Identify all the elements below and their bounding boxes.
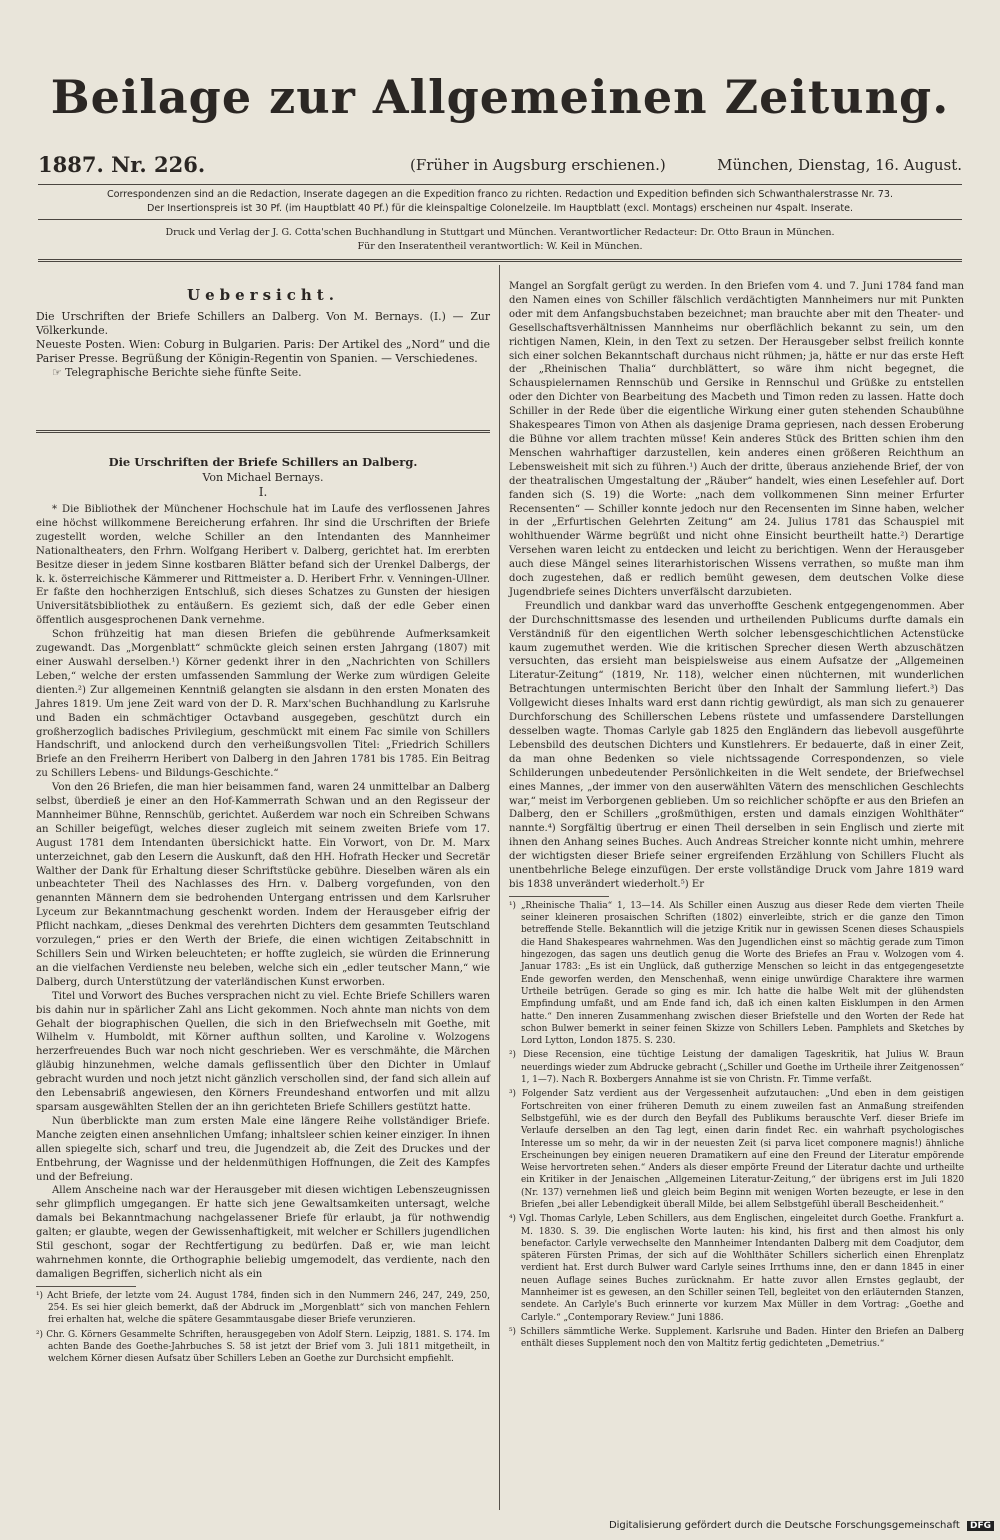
publisher-line-2: Für den Inseratentheil verantwortlich: W. Keil in München. bbox=[357, 241, 643, 252]
overview-line: ☞ Telegraphische Berichte siehe fünfte Seite. bbox=[52, 366, 302, 379]
column-divider bbox=[499, 265, 500, 1510]
notice-line-2: Der Insertionspreis ist 30 Pf. (im Hauptblatt 40 Pf.) für die kleinspaltige Colonelzeile. Im Hauptblatt (excl. Montags) erscheinen nur 4spalt. Inserate. bbox=[146, 203, 854, 214]
overview-line: Die Urschriften der Briefe Schillers an Dalberg. Von M. Bernays. (I.) — Zur Völkerkunde. bbox=[36, 310, 490, 337]
notice-line-1: Correspondenzen sind an die Redaction, Inserate dagegen an die Expedition franco zu richten. Redaction und Expedition befinden sich Schwanthalerstrasse Nr. 73. bbox=[106, 189, 894, 200]
footnote: ³) Folgender Satz verdient aus der Vergessenheit aufzutauchen: „Und eben in dem geistigen Fortschreiten von einer früheren Demuth zu einem zuweilen fast an Anmaßung streifenden Selbstgefühl, wie es der durch den Beyfall des Publikums berauschte Verf. dieser Briefe im Verlaufe derselben an den Tag legt, einen darin findet Rec. ein wahrhaft psychologisches Interesse um so mehr, da wir in der neuesten Zeit (si parva licet componere magnis!) ähnliche Erscheinungen bey einigen neueren Dramatikern auf eine den Freund der Literatur empörende Weise hervortreten sehen.“ Anders als dieser empörte Freund der Literatur dachte und urtheilte ein Kritiker in der Jenaischen „Allgemeinen Literatur-Zeitung,“ der übrigens erst im Juli 1820 (Nr. 137) vernehmen ließ und gleich beim Beginn mit wenigen Worten bezeugte, er lese in den Briefen „bei aller Lebendigkeit überall Milde, bei allem Selbstgefühl überall Bescheidenheit.“ bbox=[509, 1089, 964, 1210]
footnote: ¹) „Rheinische Thalia“ 1, 13—14. Als Schiller einen Auszug aus dieser Rede dem vierten Theile seiner kleineren prosaischen Schriften (1802) einverleibte, strich er die ganze den Timon betreffende Stelle. Bekanntlich will die jetzige Kritik nur in gewissen Scenen dieses Schauspiels die Hand Shakespeares wahrnehmen. Was den Jugendlichen einst so mächtig gerade zum Timon hingezogen, das sagen uns deutlich genug die Worte des Briefes an Frau v. Wolzogen vom 4. Januar 1783: „Es ist ein Unglück, daß gutherzige Menschen so leicht in das entgegengesetzte Ende geworfen werden, den Menschenhaß, wenn einige unwürdige Charaktere ihre warmen Urtheile betrügen. Gerade so ging es mir. Ich hatte die halbe Welt mit der glühendsten Empfindung umfaßt, und am Ende fand ich, daß ich einen kalten Eisklumpen in den Armen hatte.“ Den inneren Zusammenhang zwischen dieser Briefstelle und den Worten der Rede hat schon Bulwer bemerkt in seiner feinen Skizze von Schillers Leben. Pamphlets and Sketches by Lord Lytton, London 1875. S. 230. bbox=[509, 900, 964, 1047]
section-rule bbox=[36, 430, 490, 433]
article-paragraph: Von den 26 Briefen, die man hier beisammen fand, waren 24 unmittelbar an Dalberg selbst, überdieß je einer an den Hof-Kammerrath Schwan und an den Regisseur der Mannheimer Bühne, Rennschüb, gerichtet. Außerdem war noch ein Schreiben Schwans an Schiller beigefügt, welches dieser zugleich mit seinem zweiten Briefe vom 17. August 1781 dem Intendanten übersichickt hatte. Ein Vorwort, von Dr. M. Marx unterzeichnet, gab den Lesern die Auskunft, daß den HH. Hofrath Hecker und Secretär Walther der Dank für Erhaltung dieser Schriftstücke gebühre. Dieselben wären als ein unbeachteter Theil des Nachlasses des Hrn. v. Dalberg vorgefunden, von den genannten Männern dem sie bedrohenden Untergang entrissen und dem Karlsruher Lyceum zur Bekanntmachung geschenkt worden. Indem der Herausgeber eifrig der Pflicht nachkam, „dieses Denkmal des verehrten Dichters dem gesammten Teutschland vorzulegen,“ pries er den Werth der Briefe, die einen wichtigen Zeitabschnitt in Schillers Sein und Wirken beleuchteten; er hoffte zugleich, sie würden die Erinnerung an die vielfachen Verdienste neu beleben, welche sich ein „edler teutscher Mann,“ wie Dalberg, durch Unterstützung der vaterländischen Kunst erworben. bbox=[36, 782, 490, 988]
publisher-line-1: Druck und Verlag der J. G. Cotta'schen Buchhandlung in Stuttgart und München. Verantwortlicher Redacteur: Dr. Otto Braun in München. bbox=[165, 227, 835, 238]
article-paragraph: Mangel an Sorgfalt gerügt zu werden. In den Briefen vom 4. und 7. Juni 1784 fand man den Namen eines von Schiller fälschlich verdächtigten Mannheimers nur mit Punkten oder mit dem Anfangsbuchstaben bezeichnet; man brauchte aber mit den Theater- und Gesellschaftsverhältnissen Mannheims nur oberflächlich bekannt zu sein, um den richtigen Namen, Klein, in den Text zu setzen. Der Herausgeber selbst freilich konnte sich einer solchen Bekanntschaft durchaus nicht rühmen; ja, hätte er nur das erste Heft der „Rheinischen Thalia“ durchblättert, so wäre ihm nicht begegnet, die Schauspielernamen Rennschüb und Gersike in Rennschul und Grüßke zu entstellen oder den Dichter von Bearbeitung des Macbeth und Timon reden zu lassen. Hatte doch Schiller in der Rede über die eigentliche Wirkung einer guten stehenden Schaubühne Shakespeares Timon von Athen als dasjenige Drama gepriesen, nach dessen Eroberung die Bühne vor allem trachten müsse! Kein anderes Stück des Britten schien ihm den Menschen wahrhaftiger darzustellen, kein anderes einen größeren Reichthum an Lebensweisheit mit sich zu führen.¹) Auch der dritte, überaus anziehende Brief, der von der theatralischen Umgestaltung der „Räuber“ handelt, wies einen Lesefehler auf. Dort fanden sich (S. 19) die Worte: „nach dem vollkommenen Sinn meiner Erfurter Recensenten“ — Schiller konnte jedoch nur den Recensenten im Sinne haben, welcher in der „Erfurtischen Gelehrten Zeitung“ am 24. Julius 1781 das Schauspiel mit wohlthuender Wärme begrüßt und nicht ohne Einsicht beurtheilt hatte.²) Derartige Versehen waren leicht zu entdecken und leicht zu berichtigen. Wenn der Herausgeber auch diese Mängel seines literarhistorischen Wissens verrathen, so mußte man ihm doch zugestehen, daß er redlich bemüht gewesen, dem deutschen Volke diese Jugendbriefe seines Dichters unverfälscht darzubieten. bbox=[509, 281, 964, 598]
masthead-bottom-rule bbox=[38, 259, 962, 262]
article-paragraph: Nun überblickte man zum ersten Male eine längere Reihe vollständiger Briefe. Manche zeigten einen ansehnlichen Umfang; inhaltsleer schien keiner einziger. In ihnen allen spiegelte sich, scharf und treu, die Jugendzeit ab, die Zeit des Druckes und der Entbehrung, der Wagnisse und der heldenmüthigen Hoffnungen, die Zeit des Kampfes und der Befreiung. bbox=[36, 1115, 490, 1183]
article-paragraph: Allem Anscheine nach war der Herausgeber mit diesen wichtigen Lebenszeugnissen sehr glimpflich umgegangen. Er hatte sich jene Gewaltsamkeiten untersagt, welche damals bei Bekanntmachung nachgelassener Briefe für erlaubt, ja für nothwendig galten; er glaubte, wegen der Gewissenhaftigkeit, mit welcher er Schillers jugendlichen Stil geschont, sogar der Rechtfertigung zu bedürfen. Daß er, wie man leicht wahrnehmen konnte, die Orthographie beliebig umgemodelt, das verdiente, nach den damaligen Begriffen, sicherlich nicht als ein bbox=[36, 1185, 490, 1280]
issue-number: 1887. Nr. 226. bbox=[38, 152, 206, 177]
dfg-logo: DFG bbox=[967, 1521, 994, 1531]
issue-formerly: (Früher in Augsburg erschienen.) bbox=[410, 156, 666, 174]
footnote: ²) Diese Recension, eine tüchtige Leistung der damaligen Tageskritik, hat Julius W. Braun neuerdings wieder zum Abdrucke gebracht („Schiller und Goethe im Urtheile ihrer Zeitgenossen“ 1, 1—7). Nach R. Boxbergers Annahme ist sie von Christn. Fr. Timme verfaßt. bbox=[509, 1050, 964, 1086]
digitization-footer bbox=[609, 1520, 994, 1531]
right-column bbox=[509, 280, 964, 1353]
article-paragraph: * Die Bibliothek der Münchener Hochschule hat im Laufe des verflossenen Jahres eine höchst willkommene Bereicherung erfahren. Ihr sind die Urschriften der Briefe zugestellt worden, welche Schiller an den Intendanten des Mannheimer Nationaltheaters, den Frhrn. Wolfgang Heribert v. Dalberg, gerichtet hat. Im ererbten Besitze dieser in jedem Sinne kostbaren Blätter befand sich der Urenkel Dalbergs, der k. k. österreichische Kämmerer und Rittmeister a. D. Heribert Frhr. v. Venningen-Ullner. Er faßte den hochherzigen Entschluß, sich dieses Schatzes zu Gunsten der hiesigen Universitätsbibliothek zu entäußern. Es geziemt sich, daß der edle Geber einen öffentlich ausgesprochenen Dank vernehme. bbox=[36, 504, 490, 627]
issue-date: München, Dienstag, 16. August. bbox=[717, 156, 962, 174]
overview-title: Uebersicht. bbox=[187, 286, 339, 304]
left-column bbox=[36, 280, 490, 1368]
article-paragraph: Titel und Vorwort des Buches versprachen nicht zu viel. Echte Briefe Schillers waren bis dahin nur in spärlicher Zahl ans Licht gekommen. Noch ahnte man nichts von dem Gehalt der biographischen Quellen, die sich in den Briefwechseln mit Goethe, mit Wilhelm v. Humboldt, mit Körner aufthun sollten, und Karoline v. Wolzogens herzerfreuendes Buch war noch nicht geschrieben. Wer es verschmähte, die Märchen gläubig hinzunehmen, welche damals geflissentlich über den Dichter in Umlauf gebracht wurden und noch jetzt nicht gänzlich verschollen sind, der fand sich allein auf den Lebensabriß angewiesen, den Körners Freundeshand entworfen und mit allzu sparsam ausgewählten Stellen der an ihn gerichteten Briefe Schillers gestützt hatte. bbox=[36, 990, 490, 1113]
footnote-rule bbox=[509, 896, 609, 897]
article-paragraph: Freundlich und dankbar ward das unverhoffte Geschenk entgegengenommen. Aber der Durchschnittsmasse des lesenden und urtheilenden Publicums durfte damals ein Verständniß für den eigentlichen Werth solcher lebensgeschichtlichen Actenstücke kaum zugemuthet werden. Wie die kritischen Sprecher diesen Werth abzuschätzen versuchten, das ersieht man beispielsweise aus einem Aufsatze der „Allgemeinen Literatur-Zeitung“ (1819, Nr. 118), welcher einen nüchternen, mit wunderlichen Betrachtungen untermischten Bericht über den Inhalt der Sammlung liefert.³) Das Vollgewicht dieses Inhalts ward erst dann richtig gewürdigt, als man sich zu genauerer Durchforschung des Schillerschen Lebens rüstete und umfassendere Darstellungen desselben wagte. Thomas Carlyle gab 1825 den Engländern das liebevoll ausgeführte Lebensbild des deutschen Dichters und Kunstlehrers. Er bedauerte, daß in einer Zeit, da man ohne Bedenken so viele nichtssagende Correspondenzen, so viele Schilderungen unbedeutender Persönlichkeiten in die Welt sendete, der Briefwechsel eines Mannes, „der immer von den auserwählten Vätern des menschlichen Geschlechts war,“ meist im Verborgenen geblieben. Um so reichlicher schöpfte er aus den Briefen an Dalberg, den er Schillers „großmüthigen, ersten und damals einzigen Wohlthäter“ nannte.⁴) Sorgfältig übertrug er einen Theil derselben in sein Englisch und zierte mit ihnen den Anhang seines Buches. Auch Andreas Streicher konnte nicht umhin, mehrere der wichtigsten dieser Briefe seiner ergreifenden Erzählung von Schillers Flucht als unentbehrliche Belege einzufügen. Der erste vollständige Druck vom Jahre 1819 ward bis 1838 unverändert wiederholt.⁵) Er bbox=[509, 600, 964, 890]
article-paragraph: Schon frühzeitig hat man diesen Briefen die gebührende Aufmerksamkeit zugewandt. Das „Morgenblatt“ schmückte gleich seinen ersten Jahrgang (1807) mit einer Auswahl derselben.¹) Körner gedenkt ihrer in den „Nachrichten von Schillers Leben,“ welche der ersten umfassenden Sammlung der Werke zum würdigen Geleite dienten.²) Zur allgemeinen Kenntniß gelangten sie alsdann in den ersten Monaten des Jahres 1819. Um jene Zeit ward von der D. R. Marx'schen Buchhandlung zu Karlsruhe und Baden ein schmächtiger Octavband ausgegeben, geschützt durch ein großherzoglich badisches Privilegium, geschmückt mit einem Fac simile von Schillers Handschrift, und anlockend durch den verheißungsvollen Titel: „Friedrich Schillers Briefe an den Freiherrn Heribert von Dalberg in den Jahren 1781 bis 1785. Ein Beitrag zu Schillers Lebens- und Bildungs-Geschichte.“ bbox=[36, 629, 490, 780]
footnote: ⁴) Vgl. Thomas Carlyle, Leben Schillers, aus dem Englischen, eingeleitet durch Goethe. Frankfurt a. M. 1830. S. 39. Die englischen Worte lauten: his kind, his first and then almost his only benefactor. Carlyle verwechselte den Mannheimer Intendanten Dalberg mit dem Coadjutor, dem späteren Fürsten Primas, der sich auf die Wohlthäter Schillers sicherlich einen Ehrenplatz verdient hat. Erst durch Bulwer ward Carlyle seines Irrthums inne, den er dann 1845 in einer neuen Auflage seines Buches zurücknahm. Er hatte zuvor allen Ernstes geglaubt, der Mannheimer ist es gewesen, an den Schiller seinen Tell, begleitet von den erläuternden Stanzen, sendete. An Carlyle's Buch erinnerte vor kurzem Max Müller in dem Vortrag: „Goethe and Carlyle.“ „Contemporary Review.“ Juni 1886. bbox=[509, 1214, 964, 1323]
footnote: ⁵) Schillers sämmtliche Werke. Supplement. Karlsruhe und Baden. Hinter den Briefen an Dalberg enthält dieses Supplement noch den von Maltitz fertig gedichteten „Demetrius.“ bbox=[509, 1326, 964, 1350]
footnote: ¹) Acht Briefe, der letzte vom 24. August 1784, finden sich in den Nummern 246, 247, 249, 250, 254. Es sei hier gleich bemerkt, daß der Abdruck im „Morgenblatt“ sich von manchen Fehlern frei erhalten hat, welche die spätere Gesammtausgabe dieser Briefe verunzieren. bbox=[36, 1290, 490, 1326]
masthead-title: Beilage zur Allgemeinen Zeitung. bbox=[50, 70, 950, 124]
overview-line: Neueste Posten. Wien: Coburg in Bulgarien. Paris: Der Artikel des „Nord“ und die Pariser Presse. Begrüßung der Königin-Regentin von Spanien. — Verschiedenes. bbox=[36, 338, 490, 365]
article-title: Die Urschriften der Briefe Schillers an Dalberg. bbox=[108, 455, 418, 469]
notice-rule bbox=[38, 219, 962, 220]
footer-text: Digitalisierung gefördert durch die Deutsche Forschungsgemeinschaft bbox=[608, 1520, 960, 1531]
issue-line bbox=[38, 152, 962, 180]
header-rule bbox=[38, 184, 962, 185]
article-part: I. bbox=[258, 485, 268, 499]
footnote-rule bbox=[36, 1286, 136, 1287]
footnote: ²) Chr. G. Körners Gesammelte Schriften, herausgegeben von Adolf Stern. Leipzig, 1881. S. 174. Im achten Bande des Goethe-Jahrbuches S. 58 ist jetzt der Brief vom 3. Juli 1811 mitgetheilt, in welchem Körner diesen Aufsatz über Schillers Leben an Goethe zur Durchsicht empfiehlt. bbox=[36, 1329, 490, 1365]
article-author: Von Michael Bernays. bbox=[202, 471, 324, 484]
